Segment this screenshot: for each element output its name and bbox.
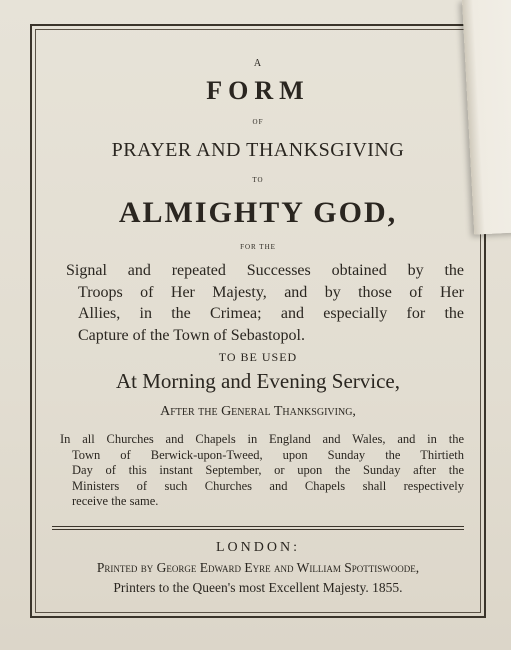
intro-line: Signal and repeated Successes obtained by the xyxy=(66,262,464,279)
intro-paragraph xyxy=(66,260,464,346)
title-almighty-god: ALMIGHTY GOD, xyxy=(118,196,398,229)
title-of: OF xyxy=(252,118,264,126)
intro-line: Allies, in the Crimea; and especially for the xyxy=(78,305,464,322)
imprint-london: LONDON: xyxy=(216,540,300,555)
title-for-the: FOR THE xyxy=(240,243,276,251)
churches-line: Day of this instant September, or upon the Sunday after the xyxy=(72,463,464,477)
intro-line: Troops of Her Majesty, and by those of Her xyxy=(78,283,464,301)
to-be-used: TO BE USED xyxy=(218,350,298,364)
churches-line: Ministers of such Churches and Chapels shall respectively xyxy=(72,478,464,493)
divider-rule-bottom xyxy=(52,529,464,530)
divider-rule-top xyxy=(52,526,464,527)
after-thanksgiving: After the General Thanksgiving, xyxy=(160,404,356,419)
churches-line: receive the same. xyxy=(72,494,159,508)
title-a: A xyxy=(253,58,263,69)
churches-line: Town of Berwick-upon-Tweed, upon Sunday the Thirtieth xyxy=(72,447,464,462)
intro-line: Capture of the Town of Sebastopol. xyxy=(78,326,305,344)
title-prayer: PRAYER AND THANKSGIVING xyxy=(111,139,405,161)
title-form: FORM xyxy=(206,76,310,105)
title-page-border xyxy=(30,24,486,618)
imprint-printer-line: Printed by George Edward Eyre and William Spottiswoode, xyxy=(96,560,420,575)
title-to: TO xyxy=(252,176,264,184)
churches-line: In all Churches and Chapels in England and Wales, and in the xyxy=(60,432,464,446)
churches-paragraph xyxy=(60,432,464,510)
service-line: At Morning and Evening Service, xyxy=(115,369,401,393)
imprint-queen-line: Printers to the Queen's most Excellent Majesty. 1855. xyxy=(113,580,403,595)
